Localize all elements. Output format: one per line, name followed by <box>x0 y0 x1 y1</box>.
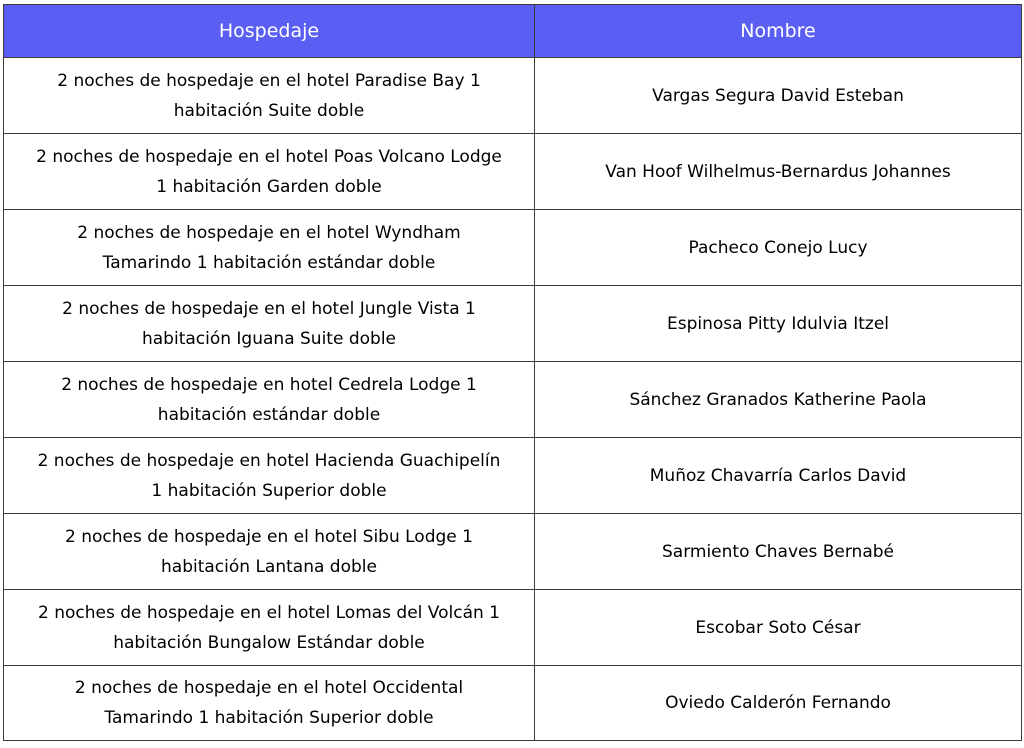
hospedaje-line: 1 habitación Garden doble <box>156 176 382 197</box>
hospedaje-line: 2 noches de hospedaje en el hotel Lomas del Volcán 1 <box>38 602 500 623</box>
prize-table-container <box>3 4 1021 741</box>
cell-nombre: Vargas Segura David Esteban <box>535 58 1022 134</box>
table-row <box>4 438 1022 514</box>
hospedaje-line: Tamarindo 1 habitación Superior doble <box>104 708 434 728</box>
table-row <box>4 58 1022 134</box>
table-row <box>4 514 1022 590</box>
cell-hospedaje <box>4 286 535 362</box>
cell-nombre: Espinosa Pitty Idulvia Itzel <box>535 286 1022 362</box>
cell-nombre: Oviedo Calderón Fernando <box>535 666 1022 741</box>
cell-nombre: Sarmiento Chaves Bernabé <box>535 514 1022 590</box>
table-row <box>4 666 1022 741</box>
table-row <box>4 286 1022 362</box>
cell-nombre: Sánchez Granados Katherine Paola <box>535 362 1022 438</box>
hospedaje-line: 2 noches de hospedaje en el hotel Sibu Lodge 1 <box>65 526 473 547</box>
cell-hospedaje <box>4 666 535 741</box>
cell-nombre: Pacheco Conejo Lucy <box>535 210 1022 286</box>
table-row <box>4 362 1022 438</box>
hospedaje-line: habitación Bungalow Estándar doble <box>113 632 425 653</box>
hospedaje-line: 2 noches de hospedaje en el hotel Jungle Vista 1 <box>62 298 476 319</box>
cell-nombre: Van Hoof Wilhelmus-Bernardus Johannes <box>535 134 1022 210</box>
cell-hospedaje <box>4 210 535 286</box>
hospedaje-line: habitación Suite doble <box>173 100 365 121</box>
hospedaje-line: 2 noches de hospedaje en el hotel Occidental <box>74 678 464 698</box>
hospedaje-line: Tamarindo 1 habitación estándar doble <box>102 252 436 273</box>
hospedaje-line: 2 noches de hospedaje en el hotel Paradise Bay 1 <box>57 70 481 91</box>
table-row <box>4 210 1022 286</box>
table-row <box>4 590 1022 666</box>
cell-nombre: Muñoz Chavarría Carlos David <box>535 438 1022 514</box>
header-hospedaje: Hospedaje <box>4 5 535 58</box>
prize-table <box>3 4 1022 741</box>
cell-hospedaje <box>4 58 535 134</box>
table-row <box>4 134 1022 210</box>
table-header-row <box>4 5 1022 58</box>
cell-hospedaje <box>4 134 535 210</box>
header-nombre: Nombre <box>535 5 1022 58</box>
hospedaje-line: 2 noches de hospedaje en hotel Cedrela Lodge 1 <box>61 374 477 395</box>
hospedaje-line: habitación Lantana doble <box>161 556 377 577</box>
cell-nombre: Escobar Soto César <box>535 590 1022 666</box>
hospedaje-line: 2 noches de hospedaje en el hotel Wyndham <box>77 222 461 243</box>
cell-hospedaje <box>4 514 535 590</box>
cell-hospedaje <box>4 362 535 438</box>
hospedaje-line: 2 noches de hospedaje en el hotel Poas Volcano Lodge <box>36 146 502 167</box>
cell-hospedaje <box>4 438 535 514</box>
hospedaje-line: habitación estándar doble <box>157 404 381 425</box>
hospedaje-line: 2 noches de hospedaje en hotel Hacienda Guachipelín <box>37 450 501 471</box>
cell-hospedaje <box>4 590 535 666</box>
hospedaje-line: habitación Iguana Suite doble <box>141 328 396 349</box>
hospedaje-line: 1 habitación Superior doble <box>151 480 387 501</box>
